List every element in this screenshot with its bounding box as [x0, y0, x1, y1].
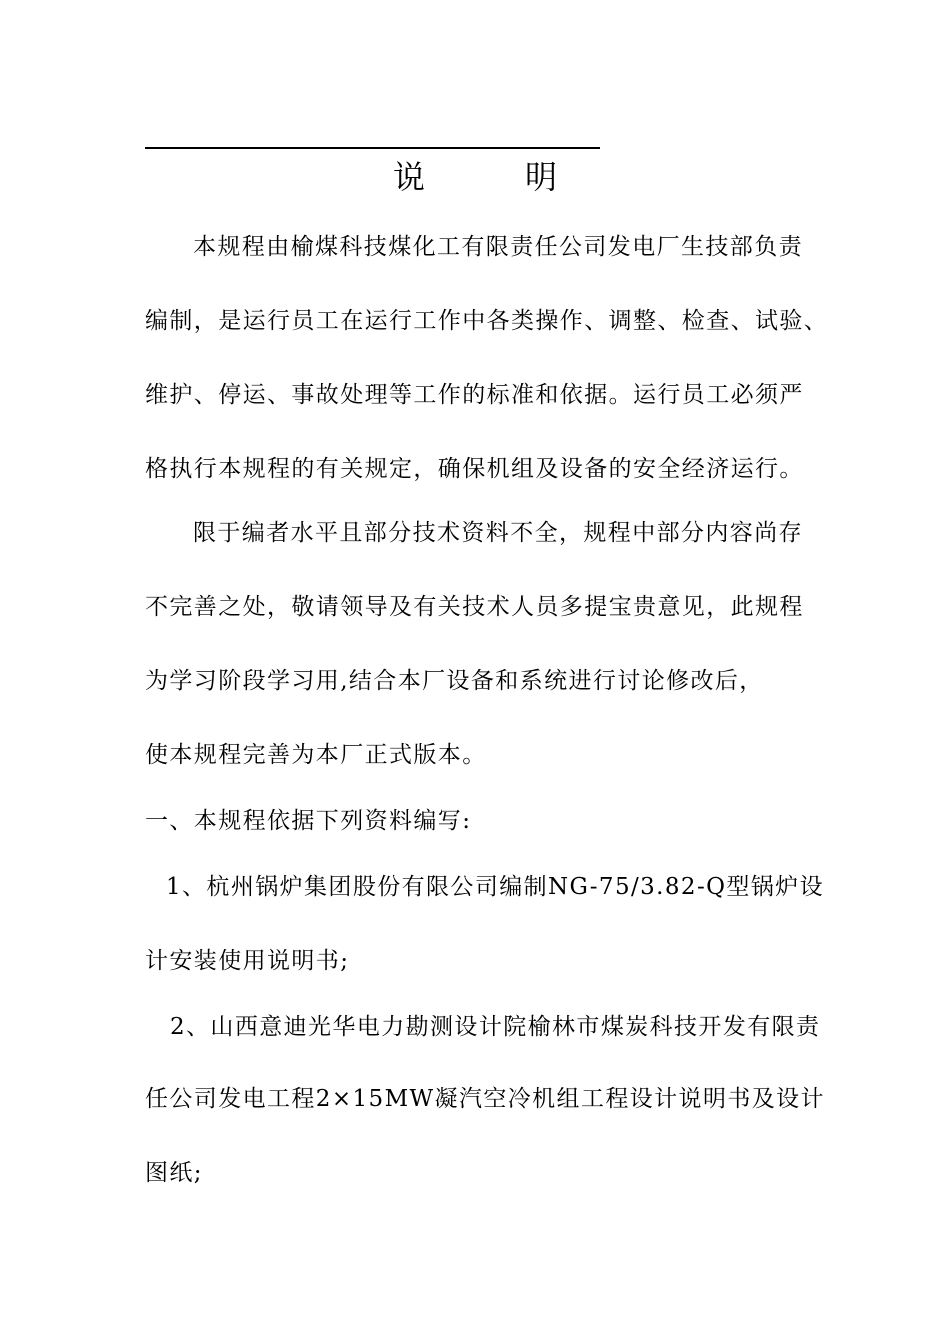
paragraph-line: 限于编者水平且部分技术资料不全，规程中部分内容尚存 — [193, 520, 803, 546]
paragraph-line: 格执行本规程的有关规定，确保机组及设备的安全经济运行。 — [145, 456, 804, 482]
paragraph-line: 本规程由榆煤科技煤化工有限责任公司发电厂生技部负责 — [193, 234, 803, 260]
paragraph-line: 维护、停运、事故处理等工作的标准和依据。运行员工必须严 — [145, 382, 804, 408]
paragraph-line: 使本规程完善为本厂正式版本。 — [145, 742, 487, 768]
list-item-line: 2、山西意迪光华电力勘测设计院榆林市煤炭科技开发有限责 — [170, 1014, 821, 1040]
page-title: 说 明 — [392, 158, 591, 196]
list-item-line: 图纸; — [145, 1160, 203, 1186]
paragraph-line: 不完善之处，敬请领导及有关技术人员多提宝贵意见，此规程 — [145, 594, 804, 620]
list-item-line: 计安装使用说明书; — [145, 948, 350, 974]
list-item-line: 1、杭州锅炉集团股份有限公司编制NG-75/3.82-Q型锅炉设 — [166, 874, 824, 900]
section-heading: 一、本规程依据下列资料编写: — [145, 808, 472, 834]
paragraph-line: 编制，是运行员工在运行工作中各类操作、调整、检查、试验、 — [145, 308, 829, 334]
paragraph-line: 为学习阶段学习用,结合本厂设备和系统进行讨论修改后， — [145, 668, 764, 694]
header-rule — [145, 147, 600, 149]
list-item-line: 任公司发电工程2×15MW凝汽空冷机组工程设计说明书及设计 — [145, 1086, 825, 1112]
